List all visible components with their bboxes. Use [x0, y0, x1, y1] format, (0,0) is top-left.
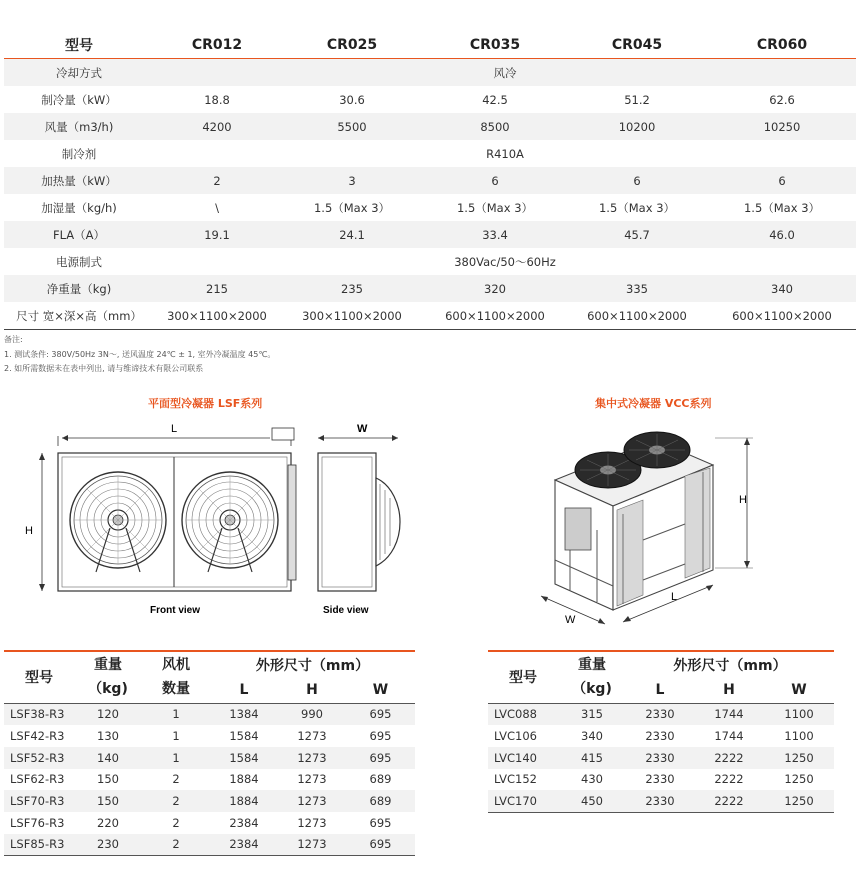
vcc-table	[488, 650, 834, 813]
spec-cell: 340	[708, 275, 856, 302]
value-cell: 1744	[694, 703, 764, 725]
vcc-h-weight: 重量 （kg)	[558, 651, 626, 703]
model-cell: LVC170	[488, 790, 558, 812]
value-cell: 1744	[714, 729, 744, 744]
spec-table	[4, 32, 856, 330]
value-cell: 990	[278, 703, 346, 725]
notes-title: 备注:	[4, 335, 23, 344]
model-cell: LSF70-R3	[4, 790, 74, 812]
spec-row-label: FLA（A）	[4, 221, 154, 248]
vcc-h-w: W	[791, 681, 807, 698]
lsf-h-w: W	[372, 681, 389, 698]
dim-h-label: H	[25, 525, 33, 537]
spec-cell: 6	[708, 167, 856, 194]
value-cell: 1	[142, 703, 210, 725]
spec-cell: 235	[280, 275, 424, 302]
spec-cell: 3	[280, 167, 424, 194]
spec-cell: 62.6	[769, 92, 795, 107]
spec-cell: 2	[154, 167, 280, 194]
spec-row	[4, 302, 856, 330]
model-cell: LSF52-R3	[4, 747, 74, 769]
value-cell: 1584	[210, 747, 278, 769]
lsf-section-title: 平面型冷凝器 LSF系列	[148, 397, 263, 410]
value-cell: 1	[142, 747, 210, 769]
value-cell: 140	[74, 747, 142, 769]
spec-row	[4, 59, 856, 87]
value-cell: 1273	[278, 790, 346, 812]
value-cell: 1100	[784, 729, 814, 744]
value-cell: 2330	[645, 729, 675, 744]
spec-h-3: CR035	[424, 32, 566, 59]
table-row	[488, 790, 834, 812]
spec-cell: 42.5	[482, 92, 508, 107]
value-cell: 1273	[297, 729, 327, 744]
value-cell: 1884	[210, 790, 278, 812]
value-cell: 2	[142, 834, 210, 856]
value-cell: 2	[172, 772, 180, 787]
table-row	[4, 790, 415, 812]
value-cell: 2330	[645, 772, 675, 787]
spec-cell: 1.5（Max 3）	[598, 200, 676, 215]
value-cell: 150	[74, 790, 142, 812]
vcc-h-model: 型号	[488, 651, 558, 703]
value-cell: 1273	[278, 747, 346, 769]
value-cell: 450	[558, 790, 626, 812]
value-cell: 1584	[229, 729, 259, 744]
spec-cell: 10200	[566, 113, 708, 140]
front-view-caption: Front view	[150, 605, 201, 616]
value-cell: 2	[142, 790, 210, 812]
dim-w-label: W	[357, 423, 368, 435]
value-cell: 1384	[210, 703, 278, 725]
table-row	[4, 812, 415, 834]
value-cell: 415	[558, 747, 626, 769]
value-cell: 2222	[714, 772, 744, 787]
vcc-dim-l-label: L	[671, 591, 678, 603]
vcc-h-dims: 外形尺寸（mm）	[626, 651, 834, 677]
spec-cell: 8500	[424, 113, 566, 140]
value-cell: 1884	[229, 772, 259, 787]
spec-cell: 46.0	[708, 221, 856, 248]
value-cell: 1	[172, 729, 180, 744]
spec-cell: 1.5（Max 3）	[456, 200, 534, 215]
side-view-caption: Side view	[323, 605, 369, 616]
table-row	[488, 769, 834, 791]
vcc-dim-h-label: H	[739, 494, 747, 506]
model-cell: LVC140	[488, 747, 558, 769]
model-cell: LSF62-R3	[10, 772, 65, 787]
value-cell: 2330	[626, 790, 694, 812]
spec-row-label: 制冷剂	[61, 146, 97, 161]
vcc-drawing	[525, 410, 785, 635]
spec-cell: 1.5（Max 3）	[743, 200, 821, 215]
value-cell: 2330	[626, 747, 694, 769]
spec-cell: 215	[154, 275, 280, 302]
value-cell: 120	[74, 703, 142, 725]
table-row	[4, 769, 415, 791]
value-cell: 1250	[784, 772, 814, 787]
value-cell: 689	[369, 772, 392, 787]
spec-merged-cell: 380Vac/50～60Hz	[454, 254, 556, 269]
value-cell: 220	[97, 815, 119, 830]
spec-cell: 30.6	[339, 92, 365, 107]
spec-h-5: CR060	[708, 32, 856, 59]
spec-h-1: CR012	[154, 32, 280, 59]
value-cell: 695	[346, 834, 415, 856]
spec-cell: 600×1100×2000	[708, 302, 856, 330]
value-cell: 315	[558, 703, 626, 725]
lsf-h-dims: 外形尺寸（mm）	[210, 651, 415, 677]
spec-cell: 600×1100×2000	[566, 302, 708, 330]
lsf-h-h: H	[306, 681, 318, 698]
value-cell: 1250	[764, 747, 834, 769]
spec-row	[4, 221, 856, 248]
value-cell: 2222	[694, 747, 764, 769]
value-cell: 695	[369, 729, 392, 744]
spec-cell: 600×1100×2000	[424, 302, 566, 330]
value-cell: 1250	[764, 790, 834, 812]
vcc-dim-w-label: W	[565, 614, 576, 626]
lsf-h-weight: 重量 （kg)	[74, 651, 142, 703]
spec-cell: \	[215, 200, 219, 215]
spec-cell: 1.5（Max 3）	[313, 200, 391, 215]
spec-cell: 24.1	[280, 221, 424, 248]
vcc-h-h: H	[723, 681, 735, 698]
value-cell: 130	[97, 729, 119, 744]
value-cell: 2384	[210, 834, 278, 856]
spec-row-label: 加热量（kW）	[4, 167, 154, 194]
table-row	[4, 834, 415, 856]
note-1: 1. 测试条件: 380V/50Hz 3N～, 送风温度 24℃ ± 1, 室外冷凝温度 45℃。	[4, 349, 276, 359]
spec-row	[4, 248, 856, 275]
spec-row	[4, 140, 856, 167]
model-cell: LSF85-R3	[4, 834, 74, 856]
spec-row-label: 制冷量（kW）	[41, 92, 117, 107]
model-cell: LSF38-R3	[4, 703, 74, 725]
lsf-drawing	[0, 410, 420, 625]
spec-merged-cell: R410A	[486, 146, 524, 161]
spec-h-4: CR045	[566, 32, 708, 59]
spec-cell: 19.1	[154, 221, 280, 248]
spec-row-label: 尺寸 宽×深×高（mm）	[4, 302, 154, 330]
value-cell: 340	[581, 729, 603, 744]
model-cell: LSF76-R3	[10, 815, 65, 830]
value-cell: 2222	[694, 790, 764, 812]
value-cell: 2	[172, 815, 180, 830]
model-cell: LVC152	[494, 772, 537, 787]
value-cell: 2330	[626, 703, 694, 725]
spec-cell: 33.4	[424, 221, 566, 248]
spec-row-label: 净重量（kg)	[4, 275, 154, 302]
spec-cell: 300×1100×2000	[154, 302, 280, 330]
value-cell: 230	[74, 834, 142, 856]
value-cell: 695	[346, 747, 415, 769]
spec-row-label: 电源制式	[56, 254, 102, 269]
lsf-h-model: 型号	[4, 651, 74, 703]
model-cell: LVC088	[488, 703, 558, 725]
lsf-h-fans: 风机 数量	[142, 651, 210, 703]
spec-cell: 300×1100×2000	[280, 302, 424, 330]
table-row	[4, 747, 415, 769]
model-cell: LVC106	[494, 729, 537, 744]
note-2: 2. 如所需数据未在表中列出, 请与维谛技术有限公司联系	[4, 364, 204, 373]
spec-header-row	[4, 32, 856, 59]
spec-merged-cell: 风冷	[154, 59, 856, 87]
spec-h-2: CR025	[280, 32, 424, 59]
spec-row-label: 风量（m3/h)	[4, 113, 154, 140]
value-cell: 689	[346, 790, 415, 812]
value-cell: 150	[97, 772, 119, 787]
vcc-section-title: 集中式冷凝器 VCC系列	[595, 397, 712, 410]
spec-row-label: 冷却方式	[4, 59, 154, 87]
vcc-h-l: L	[655, 681, 665, 698]
table-row	[488, 703, 834, 725]
value-cell: 1273	[278, 834, 346, 856]
value-cell: 695	[369, 815, 392, 830]
table-row	[4, 703, 415, 725]
spec-row	[4, 194, 856, 221]
value-cell: 695	[346, 703, 415, 725]
spec-row-label: 加湿量（kg/h)	[41, 200, 117, 215]
spec-cell: 5500	[280, 113, 424, 140]
value-cell: 1273	[297, 815, 327, 830]
table-row	[488, 747, 834, 769]
lsf-table	[4, 650, 415, 856]
spec-cell: 18.8	[204, 92, 230, 107]
notes	[4, 333, 275, 377]
spec-cell: 6	[424, 167, 566, 194]
dim-l-label: L	[171, 423, 178, 435]
spec-cell: 45.7	[566, 221, 708, 248]
spec-cell: 4200	[154, 113, 280, 140]
value-cell: 1100	[764, 703, 834, 725]
spec-h-model: 型号	[4, 32, 154, 59]
value-cell: 2384	[229, 815, 259, 830]
spec-cell: 320	[424, 275, 566, 302]
spec-cell: 335	[566, 275, 708, 302]
spec-cell: 6	[566, 167, 708, 194]
spec-row	[4, 167, 856, 194]
model-cell: LSF42-R3	[10, 729, 65, 744]
table-row	[488, 725, 834, 747]
spec-row	[4, 275, 856, 302]
spec-row	[4, 86, 856, 113]
spec-cell: 10250	[708, 113, 856, 140]
value-cell: 1273	[297, 772, 327, 787]
value-cell: 430	[581, 772, 603, 787]
spec-row	[4, 113, 856, 140]
table-row	[4, 725, 415, 747]
lsf-h-l: L	[239, 681, 249, 698]
side-view-frame	[318, 453, 376, 591]
spec-cell: 51.2	[624, 92, 650, 107]
